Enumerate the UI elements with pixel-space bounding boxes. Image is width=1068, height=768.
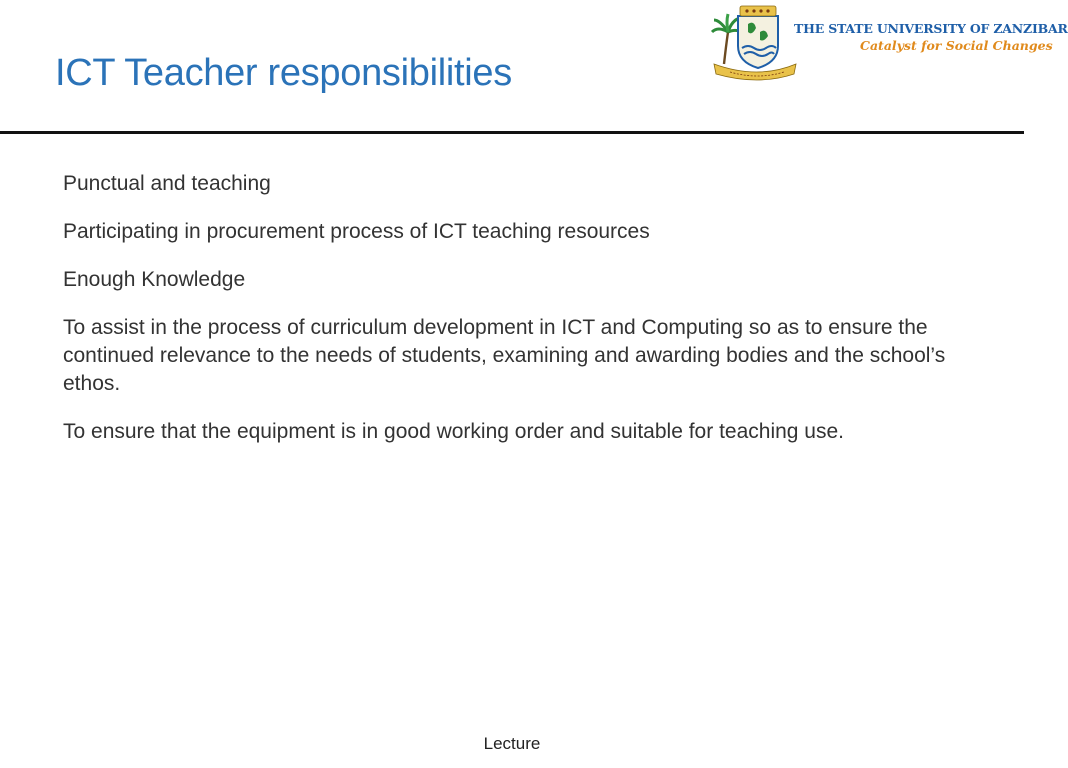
university-logo — [710, 2, 1068, 80]
list-item: Punctual and teaching — [63, 172, 271, 195]
list-item: Participating in procurement process of ICT teaching resources — [63, 220, 650, 243]
responsibilities-list — [63, 170, 963, 466]
logo-tagline: Catalyst for Social Changes — [860, 38, 1053, 53]
list-item: Enough Knowledge — [63, 268, 246, 291]
logo-university-name: THE STATE UNIVERSITY OF ZANZIBAR — [794, 21, 1068, 36]
slide-title: ICT Teacher responsibilities — [55, 52, 512, 94]
title-divider — [0, 131, 1024, 134]
list-item: To ensure that the equipment is in good working order and suitable for teaching use. — [63, 420, 844, 443]
slide-footer: Lecture — [483, 734, 541, 753]
suza-crest-icon — [710, 2, 800, 80]
list-item: To assist in the process of curriculum development in ICT and Computing so as to ensure the continued relevance to the needs of students, examining and awarding bodies and the school’s ethos. — [63, 316, 946, 395]
